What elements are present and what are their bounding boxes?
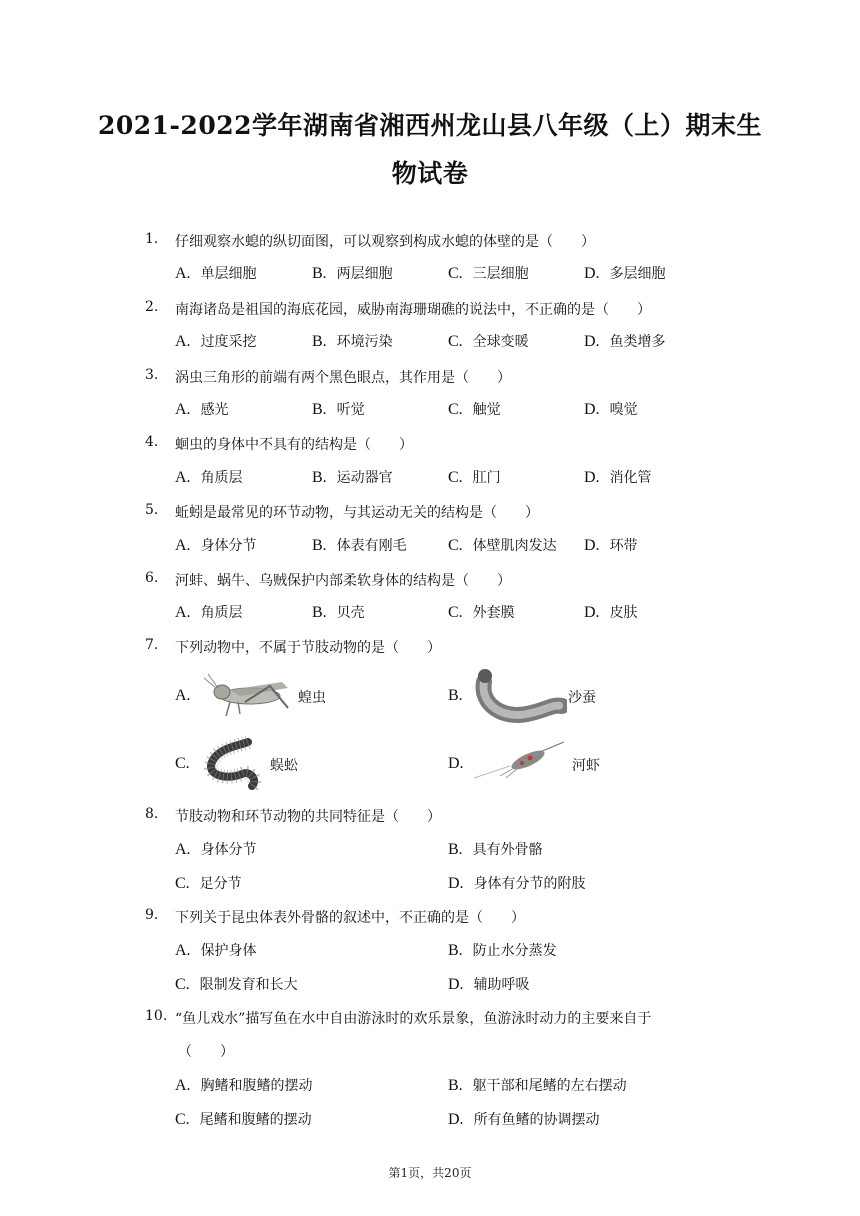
option-c: C. 触觉	[448, 401, 501, 418]
option-d: D. 所有鱼鳍的协调摆动	[448, 1111, 600, 1128]
option-b: B. 听觉	[312, 401, 365, 418]
question-stem: 河蚌、蜗牛、乌贼保护内部柔软身体的结构是（ ）	[175, 573, 511, 589]
option-a: A. 过度采挖	[175, 333, 257, 350]
option-d: D. 嗅觉	[584, 401, 638, 418]
option-c: C. 全球变暖	[448, 333, 529, 350]
option-a: A. 角质层	[175, 604, 243, 621]
question-stem: 仔细观察水螅的纵切面图，可以观察到构成水螅的体壁的是（ ）	[175, 234, 595, 250]
question-number: 5.	[145, 502, 159, 518]
option-b: B. 环境污染	[312, 333, 393, 350]
question-number: 8.	[145, 806, 159, 822]
option-b-caption: 沙蚕	[568, 690, 596, 706]
option-c: C. 足分节	[175, 875, 242, 892]
question-stem-continued: （ ）	[178, 1044, 234, 1060]
option-b: B. 防止水分蒸发	[448, 942, 557, 959]
shrimp-image	[470, 738, 568, 783]
option-b: B. 运动器官	[312, 469, 393, 486]
option-d: D. 身体有分节的附肢	[448, 875, 586, 892]
ragworm-image	[472, 664, 567, 726]
question-number: 6.	[145, 570, 159, 586]
option-b: B. 贝壳	[312, 604, 365, 621]
locust-image	[200, 668, 295, 723]
option-c: C. 体壁肌肉发达	[448, 537, 557, 554]
question-number: 1.	[145, 231, 159, 247]
question-stem: 下列动物中，不属于节肢动物的是（ ）	[175, 640, 441, 656]
option-b: B. 体表有刚毛	[312, 537, 407, 554]
option-d: D. 皮肤	[584, 604, 638, 621]
option-a: A. 胸鳍和腹鳍的摆动	[175, 1077, 313, 1094]
option-a: A. 角质层	[175, 469, 243, 486]
option-d: D.	[448, 755, 464, 772]
option-c: C. 尾鳍和腹鳍的摆动	[175, 1111, 312, 1128]
option-c: C.	[175, 755, 190, 772]
option-c-caption: 蜈蚣	[270, 758, 298, 774]
option-d: D. 环带	[584, 537, 638, 554]
question-number: 3.	[145, 367, 159, 383]
option-b: B. 具有外骨骼	[448, 841, 543, 858]
question-number: 2.	[145, 299, 159, 315]
option-a: A.	[175, 687, 191, 704]
option-a: A. 保护身体	[175, 942, 257, 959]
option-c: C. 三层细胞	[448, 265, 529, 282]
centipede-image	[198, 736, 266, 794]
exam-title-line1: 2021-2022学年湖南省湘西州龙山县八年级（上）期末生	[97, 111, 763, 140]
question-stem: 蛔虫的身体中不具有的结构是（ ）	[175, 437, 413, 453]
option-a-caption: 蝗虫	[298, 690, 326, 706]
option-b: B. 躯干部和尾鳍的左右摆动	[448, 1077, 627, 1094]
option-d: D. 消化管	[584, 469, 652, 486]
question-stem: 涡虫三角形的前端有两个黑色眼点，其作用是（ ）	[175, 370, 511, 386]
option-d: D. 辅助呼吸	[448, 976, 530, 993]
option-a: A. 身体分节	[175, 841, 257, 858]
option-c: C. 外套膜	[448, 604, 515, 621]
option-b: B.	[448, 687, 463, 704]
option-c: C. 肛门	[448, 469, 501, 486]
question-stem: “鱼儿戏水”描写鱼在水中自由游泳时的欢乐景象，鱼游泳时动力的主要来自于	[175, 1011, 652, 1027]
option-b: B. 两层细胞	[312, 265, 393, 282]
question-number: 9.	[145, 907, 159, 923]
option-a: A. 感光	[175, 401, 229, 418]
question-number: 7.	[145, 637, 159, 653]
exam-title-line2: 物试卷	[391, 159, 469, 188]
option-a: A. 单层细胞	[175, 265, 257, 282]
question-number: 4.	[145, 434, 159, 450]
page-footer: 第1页，共20页	[388, 1166, 472, 1180]
question-stem: 蚯蚓是最常见的环节动物，与其运动无关的结构是（ ）	[175, 505, 539, 521]
option-d: D. 多层细胞	[584, 265, 666, 282]
option-a: A. 身体分节	[175, 537, 257, 554]
option-c: C. 限制发育和长大	[175, 976, 298, 993]
question-stem: 节肢动物和环节动物的共同特征是（ ）	[175, 809, 441, 825]
question-stem: 下列关于昆虫体表外骨骼的叙述中，不正确的是（ ）	[175, 910, 525, 926]
question-stem: 南海诸岛是祖国的海底花园，威胁南海珊瑚礁的说法中，不正确的是（ ）	[175, 302, 651, 318]
option-d-caption: 河虾	[572, 758, 600, 774]
question-number: 10.	[145, 1008, 168, 1024]
option-d: D. 鱼类增多	[584, 333, 666, 350]
